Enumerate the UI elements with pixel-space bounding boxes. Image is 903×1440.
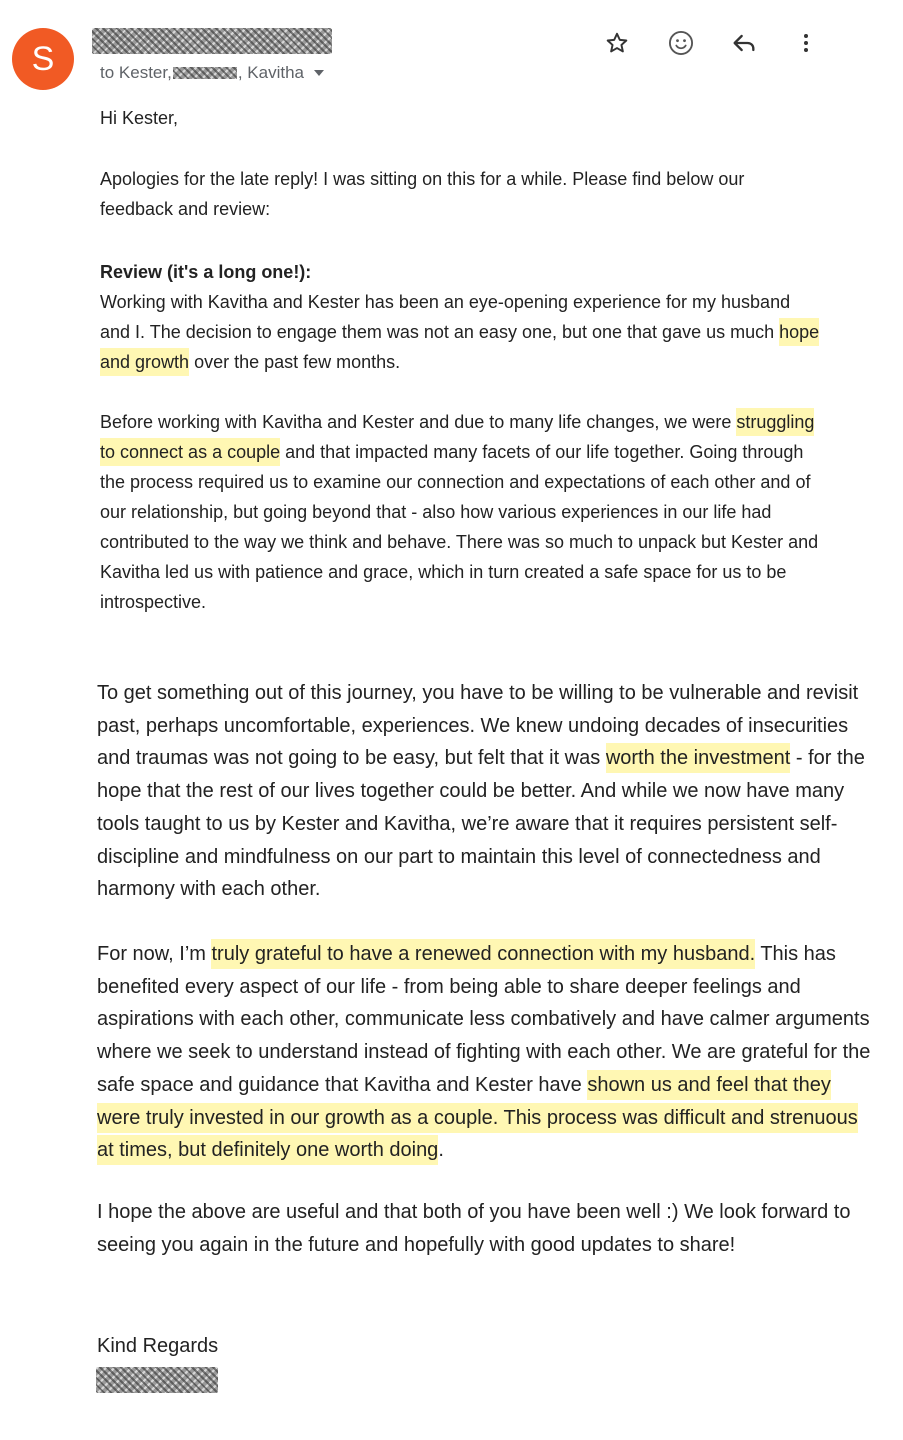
recipients-prefix: to Kester, [100,63,172,82]
highlight-grateful: truly grateful to have a renewed connection with my husband. [211,939,755,969]
highlight-hope-growth: hope and growth [100,318,819,376]
email-greeting: Hi Kester, [100,108,179,128]
reply-icon[interactable] [727,26,761,60]
review-section [100,257,820,377]
chevron-down-icon[interactable] [314,70,324,76]
review-heading: Review (it's a long one!): [100,262,312,282]
emoji-icon[interactable] [664,26,698,60]
signature-redacted [96,1367,218,1393]
star-icon[interactable] [600,26,634,60]
highlight-worth-investment: worth the investment [606,743,791,773]
highlight-struggling: struggling to connect as a couple [100,408,814,466]
sign-off: Kind Regards [97,1335,219,1357]
recipients-last: , Kavitha [237,63,304,82]
sender-avatar[interactable]: S [12,28,74,90]
sender-name-redacted [92,28,332,54]
more-icon[interactable] [789,26,823,60]
review-paragraph-3: To get something out of this journey, you have to be willing to be vulnerable and revisit past, perhaps uncomfortable, experiences. We knew undoing decades of insecurities and traumas was not going to be easy, but felt that it was worth the investment - for the hope that the rest of our lives together could be better. And while we now have many tools taught to us by Kester and Kavitha, we’re aware that it requires persistent self-discipline and mindfulness on our part to maintain this level of connectedness and harmony with each other. [97,682,865,901]
review-paragraph-1: Working with Kavitha and Kester has been an eye-opening experience for my husband and I. The decision to engage them was not an easy one, but one that gave us much hope and growth over the past few months. [100,287,820,377]
review-paragraph-4: For now, I’m truly grateful to have a renewed connection with my husband. This has benefited every aspect of our life - from being able to share deeper feelings and aspirations with each other, communicate less combatively and have calmer arguments where we seek to understand instead of fighting with each other. We are grateful for the safe space and guidance that Kavitha and Kester have shown us and feel that they were truly invested in our growth as a couple. This process was difficult and strenuous at times, but definitely one worth doing. [97,938,872,1167]
closing-paragraph: I hope the above are useful and that both of you have been well :) We look forward to seeing you again in the future and hopefully with good updates to share! [97,1201,851,1256]
highlight-invested: shown us and feel that they were truly invested in our growth as a couple. This process was difficult and strenuous at times, but definitely one worth doing [97,1070,858,1165]
recipient-redacted [173,67,237,79]
recipients-line[interactable] [100,63,324,83]
email-intro: Apologies for the late reply! I was sitting on this for a while. Please find below our feedback and review: [100,169,745,219]
review-paragraph-2: Before working with Kavitha and Kester and due to many life changes, we were struggling to connect as a couple and that impacted many facets of our life together. Going through the process required us to examine our connection and expectations of each other and of our relationship, but going beyond that - also how various experiences in our life had contributed to the way we think and behave. There was so much to unpack but Kester and Kavitha led us with patience and grace, which in turn created a safe space for us to be introspective. [100,407,820,617]
